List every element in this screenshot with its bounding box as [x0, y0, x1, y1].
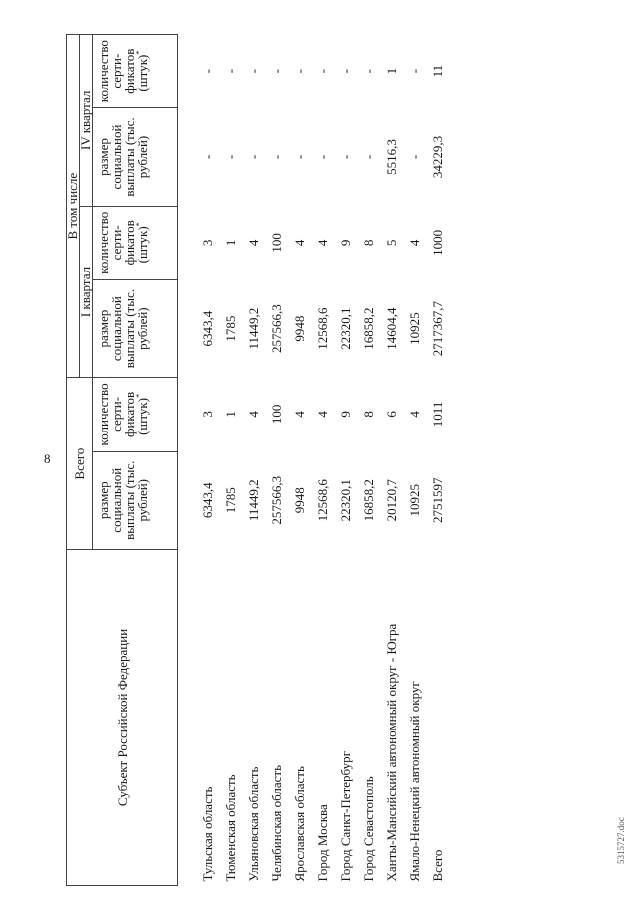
table-row: [242, 35, 265, 886]
header-label: количество серти- фикатов (штук): [96, 383, 150, 446]
q4-amount: 34229,3: [430, 135, 445, 179]
table-row: [219, 35, 242, 886]
q1-count: 5: [384, 239, 399, 247]
total-count: 9: [338, 411, 353, 418]
header-q4-count: [93, 35, 178, 108]
q1-amount: 12568,6: [315, 307, 330, 350]
q1-amount: 2717367,7: [430, 300, 445, 357]
q1-amount: 1785: [223, 315, 238, 342]
total-amount: 6343,4: [200, 482, 215, 519]
total-amount: 20120,7: [384, 479, 399, 522]
q4-amount: -: [407, 154, 422, 160]
table-row: [265, 35, 288, 886]
region-name: Город Севастополь: [361, 776, 376, 882]
region-name: Всего: [430, 849, 445, 882]
total-count: 4: [315, 411, 330, 418]
q1-count: 4: [292, 239, 307, 247]
page-number: 8: [44, 451, 51, 466]
q1-amount: 257566,3: [269, 304, 284, 353]
q4-count: -: [246, 68, 261, 74]
q4-count: -: [292, 68, 307, 74]
total-count: 3: [200, 411, 215, 418]
q4-count: 11: [430, 64, 445, 78]
total-amount: 22320,1: [338, 479, 353, 522]
table-row: [380, 35, 403, 886]
table-row: [196, 35, 219, 886]
q1-count: 100: [269, 233, 284, 253]
region-name: Город Москва: [315, 804, 330, 882]
header-q1-count: [93, 206, 178, 279]
header-label: размер социальной выплаты (тыс. рублей): [96, 117, 150, 197]
q4-amount: -: [223, 154, 238, 160]
q1-amount: 11449,2: [246, 307, 261, 350]
footer-code: 5315727.doc: [616, 817, 626, 864]
q4-count: -: [407, 68, 422, 74]
header-q4: IV квартал: [80, 35, 93, 207]
q4-amount: -: [338, 154, 353, 160]
region-name: Тюменская область: [223, 774, 238, 882]
region-name: Ямало-Ненецкий автономный округ: [407, 681, 422, 882]
q1-amount: 16858,2: [361, 307, 376, 350]
q4-count: -: [315, 68, 330, 74]
q4-amount: -: [292, 154, 307, 160]
total-amount: 9948: [292, 487, 307, 514]
header-q4-amount: [93, 108, 178, 206]
spacer-row: [178, 35, 197, 886]
q1-amount: 22320,1: [338, 307, 353, 350]
table-row-total: [426, 35, 449, 886]
total-count: 100: [269, 404, 284, 425]
total-amount: 10925: [407, 483, 422, 517]
q4-count: -: [200, 68, 215, 74]
total-amount: 16858,2: [361, 479, 376, 522]
total-count: 6: [384, 411, 399, 418]
header-total: Всего: [67, 378, 93, 550]
footnote-mark: *: [134, 222, 144, 227]
header-total-amount: [93, 451, 178, 549]
q4-count: 1: [384, 67, 399, 75]
total-amount: 11449,2: [246, 479, 261, 522]
region-name: Челябинская область: [269, 764, 284, 882]
header-q1: I квартал: [80, 206, 93, 378]
total-count: 1011: [430, 401, 445, 428]
header-label: количество серти- фикатов (штук): [96, 211, 150, 274]
q4-amount: -: [269, 154, 284, 160]
q4-count: -: [223, 68, 238, 74]
total-amount: 12568,6: [315, 479, 330, 522]
total-count: 4: [292, 411, 307, 418]
footnote-mark: *: [134, 393, 144, 398]
q1-count: 9: [338, 239, 353, 247]
total-count: 1: [223, 411, 238, 418]
region-name: Ярославская область: [292, 766, 307, 882]
q4-amount: -: [315, 154, 330, 160]
region-name: Тульская область: [200, 786, 215, 882]
q4-amount: 5516,3: [384, 139, 399, 175]
q4-count: -: [338, 68, 353, 74]
header-label: размер социальной выплаты (тыс. рублей): [96, 460, 150, 540]
q4-amount: -: [246, 154, 261, 160]
region-name: Ульяновская область: [246, 766, 261, 882]
q1-amount: 9948: [292, 315, 307, 342]
table-row: [311, 35, 334, 886]
q1-count: 1000: [430, 229, 445, 256]
header-label: количество серти- фикатов (штук): [96, 40, 150, 103]
q1-count: 3: [200, 239, 215, 247]
q4-count: -: [361, 68, 376, 74]
q4-count: -: [269, 68, 284, 74]
q1-count: 4: [407, 239, 422, 247]
total-amount: 2751597: [430, 477, 445, 523]
q1-count: 8: [361, 239, 376, 247]
header-subject: Субъект Российской Федерации: [67, 549, 178, 885]
table-row: [357, 35, 380, 886]
q1-amount: 10925: [407, 312, 422, 345]
q1-count: 1: [223, 239, 238, 247]
total-count: 8: [361, 411, 376, 418]
header-total-count: [93, 378, 178, 451]
q1-amount: 14604,4: [384, 307, 399, 350]
footnote-mark: *: [134, 50, 144, 55]
region-name: Ханты-Мансийский автономный округ - Югра: [384, 623, 399, 882]
region-name: Город Санкт-Петербург: [338, 751, 353, 882]
header-q1-amount: [93, 279, 178, 377]
rotated-table-wrapper: [66, 34, 606, 886]
q4-amount: -: [361, 154, 376, 160]
total-amount: 257566,3: [269, 475, 284, 525]
q1-count: 4: [315, 239, 330, 247]
total-count: 4: [407, 411, 422, 418]
header-incl: В том числе: [67, 35, 80, 378]
header-label: размер социальной выплаты (тыс. рублей): [96, 289, 150, 369]
q1-count: 4: [246, 239, 261, 247]
sertificates-table: [66, 34, 449, 886]
table-row: [403, 35, 426, 886]
total-count: 4: [246, 411, 261, 418]
q1-amount: 6343,4: [200, 310, 215, 347]
table-row: [288, 35, 311, 886]
table-row: [334, 35, 357, 886]
q4-amount: -: [200, 154, 215, 160]
total-amount: 1785: [223, 487, 238, 514]
